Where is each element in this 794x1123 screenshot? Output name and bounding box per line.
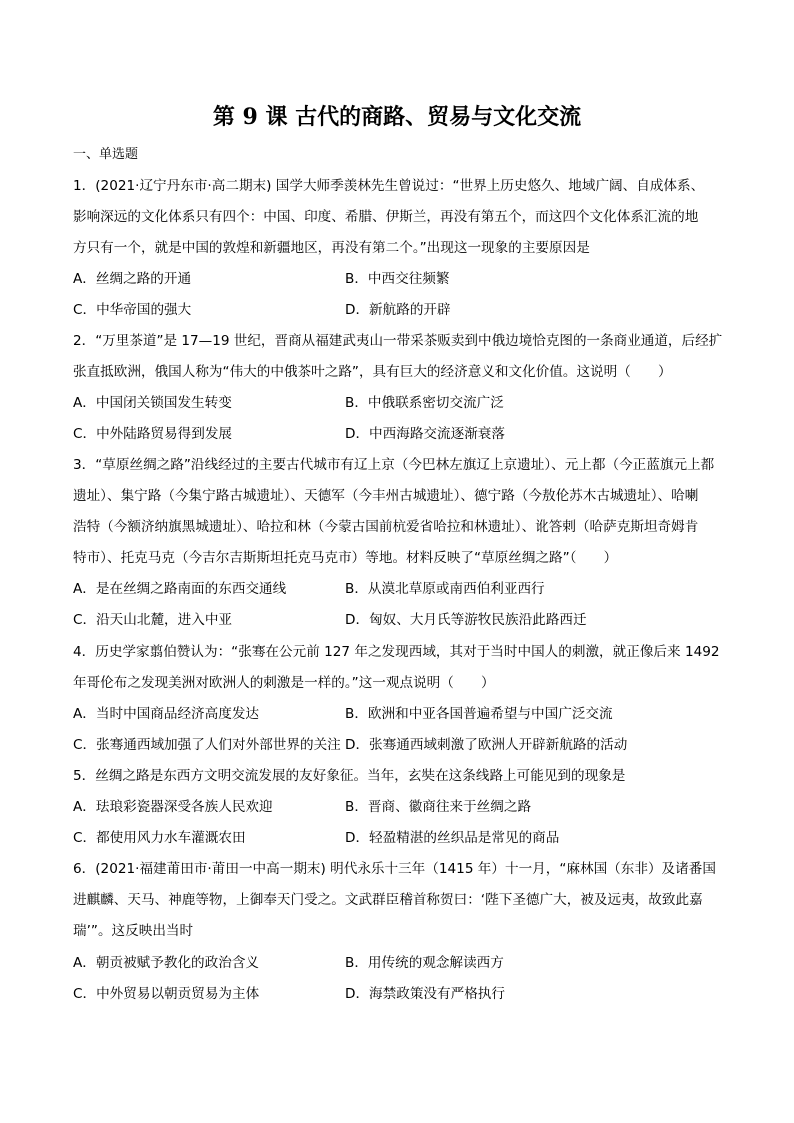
option-d[interactable]: D．海禁政策没有严格执行 [345,986,505,1002]
question-stem-line: 影响深远的文化体系只有四个：中国、印度、希腊、伊斯兰，再没有第五个，而这四个文化体系汇流的地 [73,209,699,225]
option-d[interactable]: D．轻盈精湛的丝织品是常见的商品 [345,830,560,846]
option-c[interactable]: C．沿天山北麓，进入中亚 [73,612,233,628]
option-a[interactable]: A．中国闭关锁国发生转变 [73,395,232,411]
option-c[interactable]: C．中华帝国的强大 [73,302,192,318]
option-a[interactable]: A．珐琅彩瓷器深受各族人民欢迎 [73,799,273,815]
option-d[interactable]: D．中西海路交流逐渐衰落 [345,426,505,442]
question-stem-line: 特市）、托克马克（今吉尔吉斯斯坦托克马克市）等地。材料反映了“草原丝绸之路”（ ） [73,550,618,566]
question-stem-line: 1．(2021·辽宁丹东市·高二期末) 国学大师季羡林先生曾说过：“世界上历史悠久、地域广阔、自成体系、 [73,178,705,194]
question-stem-line: 遗址）、集宁路（今集宁路古城遗址）、天德军（今丰州古城遗址）、德宁路（今敖伦苏木古城遗址）、哈喇 [73,488,699,504]
question-stem-line: 4．历史学家翦伯赞认为：“张骞在公元前 127 年之发现西域，其对于当时中国人的刺激，就正像后来 1492 [73,644,720,660]
option-d[interactable]: D．匈奴、大月氏等游牧民族沿此路西迁 [345,612,587,628]
question-stem-line: 进麒麟、天马、神鹿等物，上御奉天门受之。文武群臣稽首称贺曰：‘陛下圣德广大，被及远夷，故致此嘉 [73,892,703,908]
option-b[interactable]: B．用传统的观念解读西方 [345,955,504,971]
option-c[interactable]: C．张骞通西域加强了人们对外部世界的关注 [73,737,341,753]
option-d[interactable]: D．新航路的开辟 [345,302,451,318]
question-stem-line: 2．“万里茶道”是 17—19 世纪，晋商从福建武夷山一带采茶贩卖到中俄边境恰克图的一条商业通道，后经扩 [73,333,723,349]
option-c[interactable]: C．都使用风力水车灌溉农田 [73,830,246,846]
option-a[interactable]: A．朝贡被赋予教化的政治含义 [73,955,260,971]
option-a[interactable]: A．当时中国商品经济高度发达 [73,706,260,722]
question-stem-line: 方只有一个，就是中国的敦煌和新疆地区，再没有第二个。”出现这一现象的主要原因是 [73,240,590,256]
option-d[interactable]: D．张骞通西域刺激了欧洲人开辟新航路的活动 [345,737,628,753]
option-c[interactable]: C．中外贸易以朝贡贸易为主体 [73,986,260,1002]
option-a[interactable]: A．是在丝绸之路南面的东西交通线 [73,581,287,597]
option-b[interactable]: B．中俄联系密切交流广泛 [345,395,504,411]
question-stem-line: 年哥伦布之发现美洲对欧洲人的刺激是一样的。”这一观点说明（ ） [73,675,495,691]
option-b[interactable]: B．中西交往频繁 [345,271,450,287]
option-c[interactable]: C．中外陆路贸易得到发展 [73,426,233,442]
option-a[interactable]: A．丝绸之路的开通 [73,271,192,287]
question-stem-line: 6．(2021·福建莆田市·莆田一中高一期末) 明代永乐十三年（1415 年）十一月，“麻林国（东非）及诸番国 [73,861,716,877]
question-stem-line: 张直抵欧洲，俄国人称为“伟大的中俄茶叶之路”，具有巨大的经济意义和文化价值。这说明（ ） [73,364,672,380]
question-stem-line: 浩特（今额济纳旗黑城遗址）、哈拉和林（今蒙古国前杭爱省哈拉和林遗址）、讹答剌（哈萨克斯坦奇姆肯 [73,519,699,535]
question-stem-line: 5．丝绸之路是东西方文明交流发展的友好象征。当年，玄奘在这条线路上可能见到的现象是 [73,768,626,784]
question-stem-line: 3．“草原丝绸之路”沿线经过的主要古代城市有辽上京（今巴林左旗辽上京遗址）、元上都（今正蓝旗元上都 [73,457,715,473]
option-b[interactable]: B．欧洲和中亚各国普遍希望与中国广泛交流 [345,706,613,722]
section-heading: 一、单选题 [73,147,139,162]
option-b[interactable]: B．从漠北草原或南西伯利亚西行 [345,581,545,597]
page-title: 第 9 课 古代的商路、贸易与文化交流 [212,104,582,130]
option-b[interactable]: B．晋商、徽商往来于丝绸之路 [345,799,532,815]
question-stem-line: 瑞’”。这反映出当时 [73,923,194,939]
